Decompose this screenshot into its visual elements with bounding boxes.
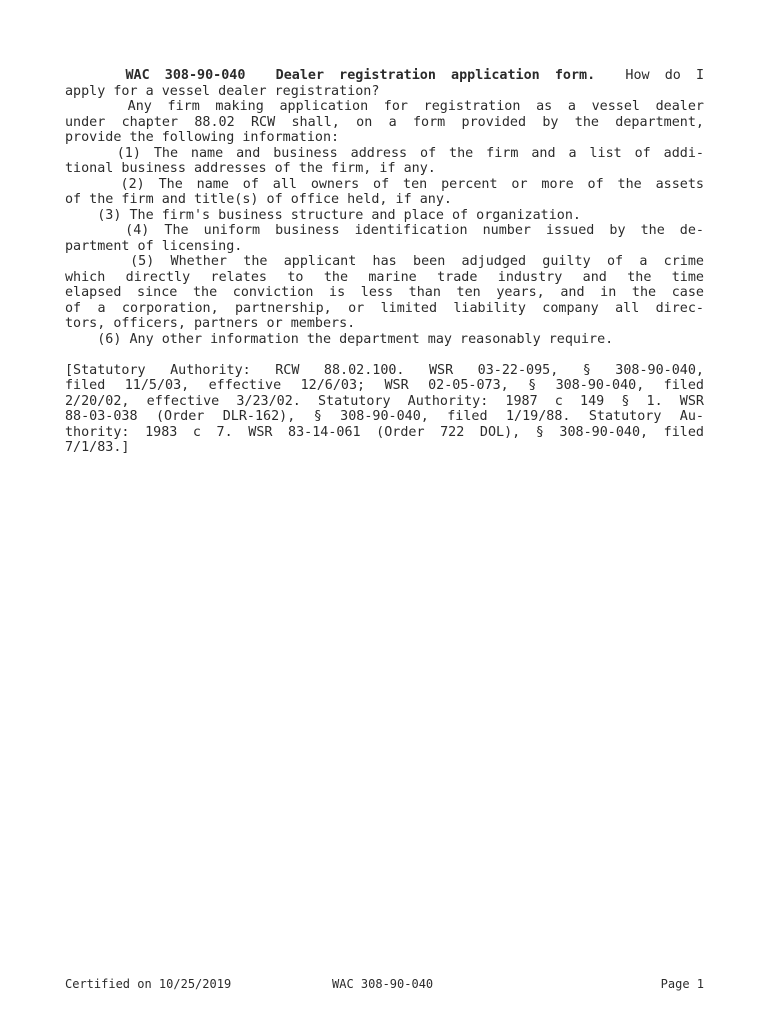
list-item-5-line: of a corporation, partnership, or limited liability company all direc- bbox=[65, 300, 704, 316]
list-item-2-line: of the firm and title(s) of office held, if any. bbox=[65, 192, 452, 207]
history-note-line: filed 11/5/03, effective 12/6/03; WSR 02-05-073, § 308-90-040, filed bbox=[65, 378, 704, 393]
page-footer bbox=[65, 976, 704, 992]
intro-line: provide the following information: bbox=[65, 130, 340, 145]
footer-certified-date: Certified on 10/25/2019 bbox=[65, 977, 232, 991]
section-number: WAC 308-90-040 bbox=[125, 68, 246, 83]
document-body bbox=[65, 68, 704, 456]
section-heading-line bbox=[65, 68, 704, 84]
list-item-2-line: (2) The name of all owners of ten percent or more of the assets bbox=[65, 176, 704, 192]
list-item-1-line: (1) The name and business address of the firm and a list of addi- bbox=[65, 145, 704, 161]
footer-section-code: WAC 308-90-040 bbox=[332, 977, 434, 991]
list-item-1-line: tional business addresses of the firm, if any. bbox=[65, 161, 436, 176]
list-item-5-line: which directly relates to the marine trade industry and the time bbox=[65, 269, 704, 285]
section-title: Dealer registration application form. bbox=[275, 68, 596, 83]
list-item-5-line: tors, officers, partners or members. bbox=[65, 316, 356, 331]
list-item-5-line: (5) Whether the applicant has been adjudged guilty of a crime bbox=[65, 254, 704, 269]
section-question-line: apply for a vessel dealer registration? bbox=[65, 83, 380, 99]
list-item-6-line: (6) Any other information the department may reasonably require. bbox=[65, 331, 614, 347]
intro-line: under chapter 88.02 RCW shall, on a form provided by the department, bbox=[65, 114, 704, 130]
list-item-5-line: elapsed since the conviction is less than ten years, and in the case bbox=[65, 285, 704, 300]
history-note-line: thority: 1983 c 7. WSR 83-14-061 (Order 722 DOL), § 308-90-040, filed bbox=[65, 424, 704, 440]
history-note-line: 7/1/83.] bbox=[65, 440, 130, 455]
history-note-line: 88-03-038 (Order DLR-162), § 308-90-040, filed 1/19/88. Statutory Au- bbox=[65, 409, 704, 424]
history-note-line: [Statutory Authority: RCW 88.02.100. WSR 03-22-095, § 308-90-040, bbox=[65, 362, 704, 378]
intro-line: Any firm making application for registration as a vessel dealer bbox=[65, 99, 704, 114]
footer-page-number: Page 1 bbox=[660, 977, 704, 991]
list-item-4-line: partment of licensing. bbox=[65, 238, 243, 254]
paragraph-gap bbox=[65, 347, 704, 363]
list-item-4-line: (4) The uniform business identification number issued by the de- bbox=[65, 223, 704, 238]
list-item-3-line: (3) The firm's business structure and place of organization. bbox=[65, 207, 581, 223]
history-note-line: 2/20/02, effective 3/23/02. Statutory Authority: 1987 c 149 § 1. WSR bbox=[65, 393, 704, 409]
section-question-part1: How do I bbox=[625, 68, 704, 83]
